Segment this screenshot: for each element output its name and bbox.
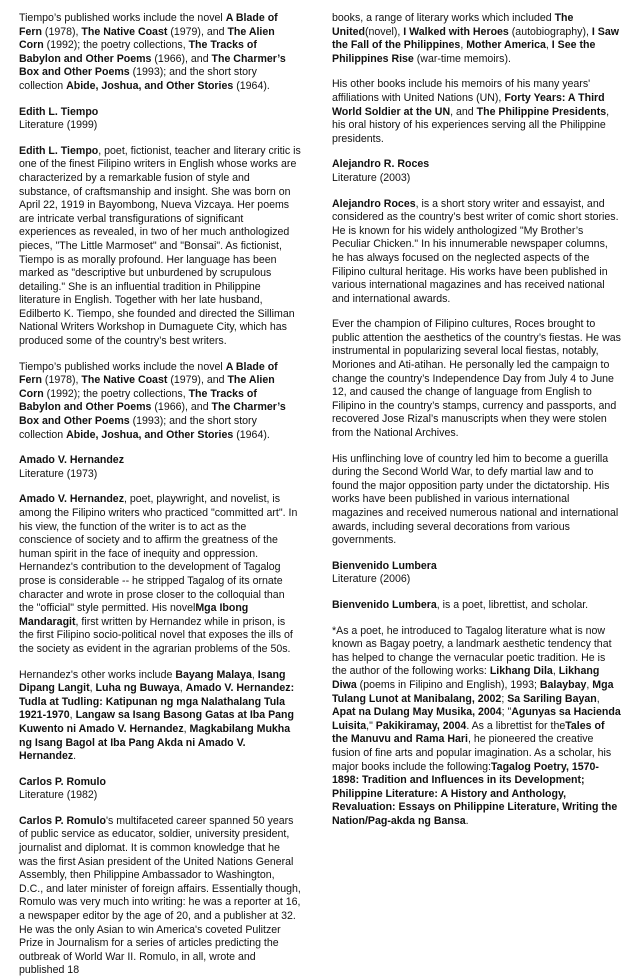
text-run: , poet, fictionist, teacher and literary critic is one of the finest Filipino writers in English whose works are characterized by a remarkable fusion of style and substance, of craftsmanship and insight. She was born on April 22, 1919 in Bayombong, Nueva Vizcaya. Her poems are intricate verbal transfigurations of significant experiences as revealed, in two of her much anthologized pieces, "The Little Marmoset" and "Bonsai". As fictionist, Tiempo is as morally profound. Her language has been marked as "descriptive but unburdened by scrupulous detailing." She is an influential tradition in Philippine literature in English. Together with her late husband, Edilberto K. Tiempo, she founded and directed the Silliman National Writers Workshop in Dumaguete City, which has produced some of the country’s best writers. [19, 144, 301, 348]
text-run: Tiempo’s published works include the novel [19, 12, 226, 24]
award-category-year: Literature (1999) [19, 119, 98, 132]
text-run: Tiempo’s published works include the novel [19, 360, 226, 373]
body-paragraph [19, 493, 301, 656]
text-run: (war-time memoirs). [413, 52, 511, 65]
laureate-name-heading: Amado V. Hernandez [19, 454, 124, 467]
text-run: (1993); and the short story collection [19, 415, 257, 441]
body-paragraph [19, 815, 301, 978]
laureate-name-heading: Edith L. Tiempo [19, 105, 99, 118]
text-run: ," [366, 719, 376, 732]
bold-text-run: The Philippine Presidents [476, 105, 607, 118]
text-run: His other books include his memoirs of his many years' affiliations with United Nations (UN), [332, 78, 591, 104]
bold-text-run: Mga Tulang Lunot at Manibalang, 2002 [332, 678, 614, 705]
laureate-name-heading: Bienvenido Lumbera [332, 559, 437, 572]
body-paragraph [332, 453, 622, 548]
bold-text-run: Abide, Joshua, and Other Stories [66, 79, 234, 92]
award-category-year: Literature (2006) [332, 573, 411, 586]
bold-text-run: Luha ng Buwaya [95, 682, 180, 695]
text-run: His unflinching love of country led him to become a guerilla during the Second World War, to defy martial law and to found the major opposition party under the dictatorship. His works have been published in various international magazines and received numerous national and international awards, including several decorations from various governments. [332, 452, 619, 547]
bold-text-run: Langaw sa Isang Basong Gatas at Iba Pang Kuwento ni Amado V. Hernandez [19, 709, 294, 735]
bold-text-run: Mother America [466, 39, 546, 52]
bold-text-run: Apat na Dulang May Musika, 2004 [332, 706, 502, 719]
bold-text-run: The United [332, 12, 574, 38]
bold-text-run: I See the Philippines Rise [332, 39, 596, 65]
bold-text-run: The Charmer’s Box and Other Poems [19, 401, 286, 428]
text-run: . [465, 814, 469, 827]
text-run: *As a poet, he introduced to Tagalog literature what is now known as Bagay poetry, a landmark aesthetic tendency that has helped to change the vernacular poetic tradition. He is the author of the following works: [332, 624, 612, 678]
bold-text-run: Likhang Diwa [332, 665, 600, 691]
bold-text-run: Edith L. Tiempo [19, 144, 99, 157]
body-paragraph [332, 198, 622, 307]
text-run: Ever the champion of Filipino cultures, Roces brought to public attention the aesthetics of the country’s fiestas. He was instrumental in popularizing several local fiestas, notably, Moriones and Ati-atihan. He personally led the campaign to change the country’s Independence Day from July 4 to June 12, and caused the change of language from English to Filipino in the country’s stamps, currency and passports, and recovered Jose Rizal’s manuscripts when they were stolen from the National Archives. [332, 318, 621, 440]
text-run: , and [450, 105, 477, 118]
body-paragraph [19, 12, 301, 94]
text-run: , [586, 678, 593, 691]
award-category-year: Literature (1973) [19, 467, 98, 480]
bold-text-run: Tagalog Poetry, 1570-1898: Tradition and Influences in its Development; Philippine Literature: A History and Anthology, Revaluation: Essays on Philippine Literature, Writing the Nation/Pag-akda ng Bansa [332, 760, 618, 827]
bold-text-run: Likhang Dila [489, 665, 553, 678]
text-run: , he pioneered the creative fusion of fine arts and popular imagination. As a scholar, his major books include the following: [332, 733, 612, 773]
bold-text-run: Agunyas sa Hacienda Luisita [332, 706, 621, 732]
body-paragraph [332, 78, 622, 146]
bold-text-run: Tales of the Manuvu and Rama Hari [332, 719, 605, 746]
text-run: books, a range of literary works which included [332, 12, 555, 24]
laureate-name-heading: Alejandro R. Roces [332, 158, 430, 171]
bold-text-run: I Walked with Heroes [403, 25, 509, 38]
text-run: , [552, 665, 559, 678]
text-run: , [179, 682, 186, 695]
laureate-name-heading: Carlos P. Romulo [19, 775, 106, 788]
award-category-year: Literature (2003) [332, 171, 411, 184]
text-run: (1993); and the short story collection [19, 66, 257, 92]
text-run: (1992); the poetry collections, [43, 387, 189, 400]
text-run: , [545, 39, 552, 52]
text-run: (1964). [233, 79, 270, 92]
text-run: (1966), and [151, 52, 212, 65]
bold-text-run: The Native Coast [81, 374, 168, 387]
text-run: (1966), and [151, 401, 212, 414]
text-run: , [460, 39, 467, 52]
text-run: (1964). [233, 428, 270, 441]
body-paragraph [19, 669, 301, 764]
text-run: , [596, 692, 600, 705]
body-paragraph [19, 145, 301, 349]
left-column [19, 12, 301, 976]
text-run: (1978), [41, 25, 82, 38]
text-run: Hernandez's other works include [19, 668, 176, 681]
bold-text-run: Amado V. Hernandez: Tudla at Tudling: Katipunan ng mga Nalathalang Tula 1921-1970 [19, 682, 295, 722]
text-run: (autobiography), [508, 25, 592, 38]
bold-text-run: Pakikiramay, 2004 [375, 719, 467, 732]
body-paragraph [332, 12, 622, 66]
text-run: (1992); the poetry collections, [43, 39, 189, 52]
text-run: . As a librettist for the [466, 719, 566, 732]
bold-text-run: The Alien Corn [19, 374, 275, 400]
bold-text-run: The Alien Corn [19, 25, 275, 52]
text-run: ; " [501, 706, 512, 719]
bold-text-run: Abide, Joshua, and Other Stories [66, 428, 234, 441]
text-run: (1979), and [167, 25, 228, 38]
bold-text-run: Bienvenido Lumbera [332, 598, 437, 611]
bold-text-run: Amado V. Hernandez [19, 493, 124, 506]
text-run: . [73, 750, 77, 763]
right-column [332, 12, 622, 976]
bold-text-run: A Blade of Fern [19, 360, 278, 387]
text-run: , first written by Hernandez while in prison, is the first Filipino socio-political novel that exposes the ills of the society as evident in the agrarian problems of the 50s. [19, 615, 293, 655]
bold-text-run: Sa Sariling Bayan [507, 692, 597, 705]
text-run: , [183, 722, 190, 735]
text-run: (poems in Filipino and English), 1993; [356, 678, 540, 691]
text-run: , [69, 709, 76, 722]
text-run: , [251, 668, 258, 681]
body-paragraph [19, 361, 301, 443]
text-run: , poet, playwright, and novelist, is among the Filipino writers who practiced "committed art". In his view, the function of the writer is to act as the conscience of society and to affirm the greatness of the human spirit in the face of inequity and oppression. Hernandez's contribution to the development of Tagalog prose is considerable -- he stripped Tagalog of its ornate character and wrote in prose closer to the colloquial than the "official" style permitted. His novel [19, 493, 298, 615]
bold-text-run: The Tracks of Babylon and Other Poems [19, 39, 257, 65]
bold-text-run: The Tracks of Babylon and Other Poems [19, 387, 257, 414]
bold-text-run: A Blade of Fern [19, 12, 278, 38]
award-category-year: Literature (1982) [19, 789, 98, 802]
text-run: , his oral history of his experiences serving all the Philippine presidents. [332, 105, 610, 145]
body-paragraph [332, 625, 622, 829]
text-run: ; [501, 692, 508, 705]
body-paragraph [332, 318, 622, 440]
bold-text-run: Carlos P. Romulo [19, 814, 106, 827]
bold-text-run: The Native Coast [81, 25, 168, 38]
bold-text-run: Isang Dipang Langit [19, 668, 286, 695]
text-run: , is a short story writer and essayist, and considered as the country’s best writer of comic short stories. He is known for his widely anthologized "My Brother’s Peculiar Chicken." In his innumerable newspaper columns, he has always focused on the neglected aspects of the Filipino cultural heritage. His works have been published in various international magazines and has received national and international awards. [332, 197, 619, 305]
bold-text-run: Mga Ibong Mandaragit [19, 602, 249, 628]
bold-text-run: I Saw the Fall of the Philippines [332, 25, 619, 52]
bold-text-run: Forty Years: A Third World Soldier at the UN [332, 91, 605, 118]
bold-text-run: Alejandro Roces [332, 197, 416, 210]
text-run: (novel), [364, 25, 404, 38]
body-paragraph [332, 599, 622, 613]
text-run: 's multifaceted career spanned 50 years of public service as educator, soldier, university president, journalist and diplomat. It is common knowledge that he was the first Asian president of the United Nations General Assembly, then Philippine Ambassador to Washington, D.C., and later minister of foreign affairs. Essentially though, Romulo was very much into writing: he was a reporter at 16, a newspaper editor by the age of 20, and a publisher at 32. He was the only Asian to win America's coveted Pulitzer Prize in Journalism for a series of articles predicting the outbreak of World War II. Romulo, in all, wrote and published 18 [19, 814, 301, 977]
text-run: (1978), [41, 374, 82, 387]
text-run: (1979), and [167, 374, 228, 387]
text-run: , is a poet, librettist, and scholar. [436, 598, 589, 611]
bold-text-run: The Charmer’s Box and Other Poems [19, 52, 286, 79]
bold-text-run: Bayang Malaya [175, 668, 252, 681]
text-run: , [89, 682, 96, 695]
bold-text-run: Magkabilang Mukha ng Isang Bagol at Iba Pang Akda ni Amado V. Hernandez [19, 722, 291, 763]
bold-text-run: Balaybay [539, 678, 587, 691]
